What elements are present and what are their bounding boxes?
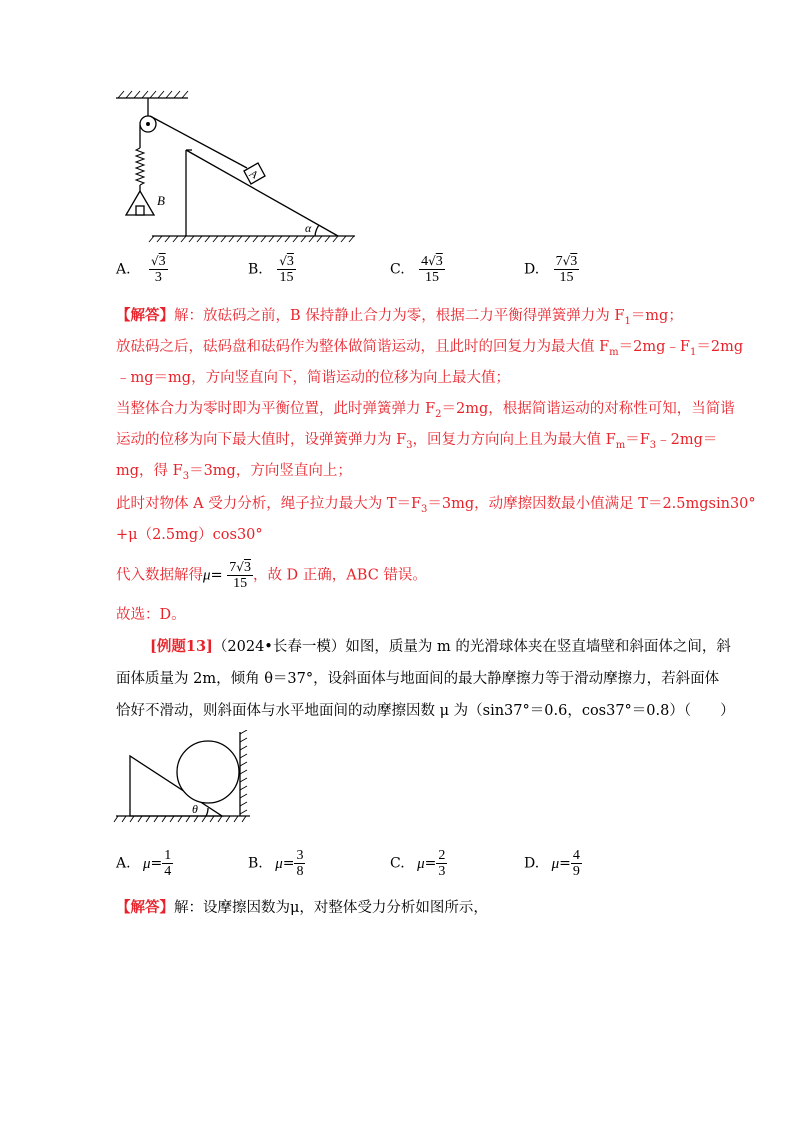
q12-option-c[interactable]: C. $\frac{4√3}{15}$ bbox=[390, 254, 443, 285]
q13-option-b[interactable]: B. μ= $\frac{3}{8}$ bbox=[248, 848, 304, 879]
answer12-line2: 放砝码之后，砝码盘和砝码作为整体做简谐运动，且此时的回复力为最大值 $F_m=2mg﹣F_1=2mg$ bbox=[116, 339, 744, 358]
answer12-line10: 故选：D。 bbox=[116, 607, 186, 623]
q13-option-c[interactable]: C. μ= $\frac{2}{3}$ bbox=[390, 848, 446, 879]
block-a-label: A bbox=[247, 167, 260, 182]
q13-line2: 面体质量为 2m，倾角 θ＝37°，设斜面体与地面间的最大静摩擦力等于滑动摩擦力，若斜面体 bbox=[116, 671, 720, 687]
q13-option-a[interactable]: A. μ= $\frac{1}{4}$ bbox=[116, 848, 172, 879]
q13-line1: [例题13]（2024•长春一模）如图，质量为 m 的光滑球体夹在竖直墙壁和斜面体之间，斜 bbox=[150, 638, 731, 655]
q12-option-d[interactable]: D. $\frac{7√3}{15}$ bbox=[524, 254, 578, 285]
answer12-line9: 代入数据解得μ= $\frac{7√3}{15}$ ，故 D 正确，ABC 错误。 bbox=[116, 560, 427, 591]
answer12-line4: 当整体合力为零时即为平衡位置，此时弹簧弹力 $F_2=2mg$，根据简谐运动的对称性可知，当简谐 bbox=[116, 401, 735, 420]
pulley-incline-figure bbox=[110, 88, 360, 243]
label-b: B bbox=[157, 193, 165, 208]
q13-option-d[interactable]: D. μ= $\frac{4}{9}$ bbox=[524, 848, 580, 879]
answer12-line5: 运动的位移为向下最大值时，设弹簧弹力为 $F_3$，回复力方向向上且为最大值 $F_m=F_3﹣2mg=$ bbox=[116, 432, 718, 451]
answer13-line1: 【解答】解：设摩擦因数为μ，对整体受力分析如图所示， bbox=[116, 899, 488, 916]
answer12-line6: mg，得 $F_3=3mg$，方向竖直向上； bbox=[116, 463, 352, 482]
answer12-line8: +μ（2.5mg）cos30° bbox=[116, 527, 263, 543]
q12-option-b[interactable]: B. $\frac{√3}{15}$ bbox=[248, 254, 294, 285]
answer12-line1: 【解答】解：放砝码之前，B 保持静止合力为零，根据二力平衡得弹簧弹力为 $F_1=mg$； bbox=[116, 307, 683, 327]
answer12-line3: ﹣mg＝mg，方向竖直向下，简谐运动的位移为向上最大值； bbox=[116, 370, 511, 386]
q13-line3: 恰好不滑动，则斜面体与水平地面间的动摩擦因数 μ 为（sin37°＝0.6，cos37°＝0.8）（ ） bbox=[116, 703, 735, 719]
answer12-line7: 此时对物体 A 受力分析，绳子拉力最大为 $T=F_3=3mg$，动摩擦因数最小值满足 T＝2.5mgsin30° bbox=[116, 496, 756, 515]
angle-alpha-label: α bbox=[305, 221, 312, 235]
q12-option-a[interactable]: A. $\frac{√3}{3}$ bbox=[116, 254, 166, 285]
angle-theta-label: θ bbox=[192, 802, 198, 816]
ball-wedge-figure bbox=[112, 730, 262, 828]
